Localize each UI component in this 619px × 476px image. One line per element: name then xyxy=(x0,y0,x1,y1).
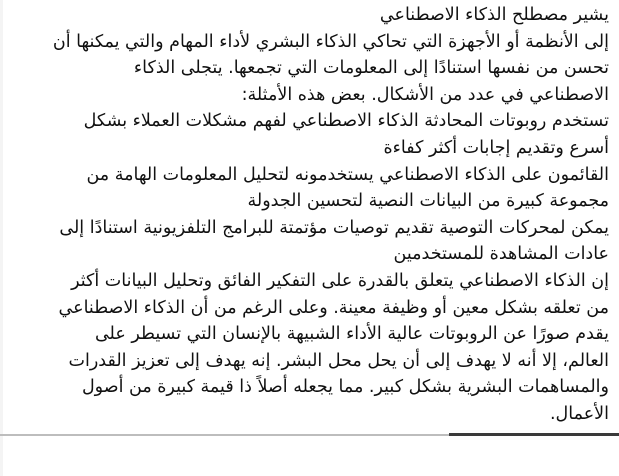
text-line: إلى الأنظمة أو الأجهزة التي تحاكي الذكاء البشري لأداء المهام والتي يمكنها أن xyxy=(52,31,609,52)
text-line: العالم، إلا أنه لا يهدف إلى أن يحل محل البشر. إنه يهدف إلى تعزيز القدرات xyxy=(68,350,609,371)
text-line: يقدم صورًا عن الروبوتات عالية الأداء الشبيهة بالإنسان التي تسيطر على xyxy=(94,324,609,345)
text-line: القائمون على الذكاء الاصطناعي يستخدمونه لتحليل المعلومات الهامة من xyxy=(86,164,609,185)
text-line: عادات المشاهدة للمستخدمين xyxy=(393,244,609,265)
text-line: الاصطناعي في عدد من الأشكال. بعض هذه الأمثلة: xyxy=(241,84,609,105)
page-left-edge xyxy=(0,0,3,476)
text-line: والمساهمات البشرية بشكل كبير. مما يجعله أصلاً ذا قيمة كبيرة من أصول xyxy=(81,377,609,398)
bottom-rule-dark xyxy=(449,433,619,436)
text-line: من تعلقه بشكل معين أو وظيفة معينة. وعلى الرغم من أن الذكاء الاصطناعي xyxy=(58,297,609,318)
text-line: إن الذكاء الاصطناعي يتعلق بالقدرة على التفكير الفائق وتحليل البيانات أكثر xyxy=(71,270,609,291)
text-line: الأعمال. xyxy=(549,403,609,424)
text-line: يشير مصطلح الذكاء الاصطناعي xyxy=(379,5,609,25)
text-line: أسرع وتقديم إجابات أكثر كفاءة xyxy=(383,137,609,158)
bottom-rule-light xyxy=(0,434,449,436)
text-line: تحسن من نفسها استنادًا إلى المعلومات التي تجمعها. يتجلى الذكاء xyxy=(133,58,609,79)
text-line: مجموعة كبيرة من البيانات النصية لتحسين الجدولة xyxy=(247,191,609,212)
text-line: يمكن لمحركات التوصية تقديم توصيات مؤتمتة للبرامج التلفزيونية استنادًا إلى xyxy=(59,217,609,238)
document-body xyxy=(7,2,609,428)
text-line: تستخدم روبوتات المحادثة الذكاء الاصطناعي لفهم مشكلات العملاء بشكل xyxy=(83,111,609,132)
